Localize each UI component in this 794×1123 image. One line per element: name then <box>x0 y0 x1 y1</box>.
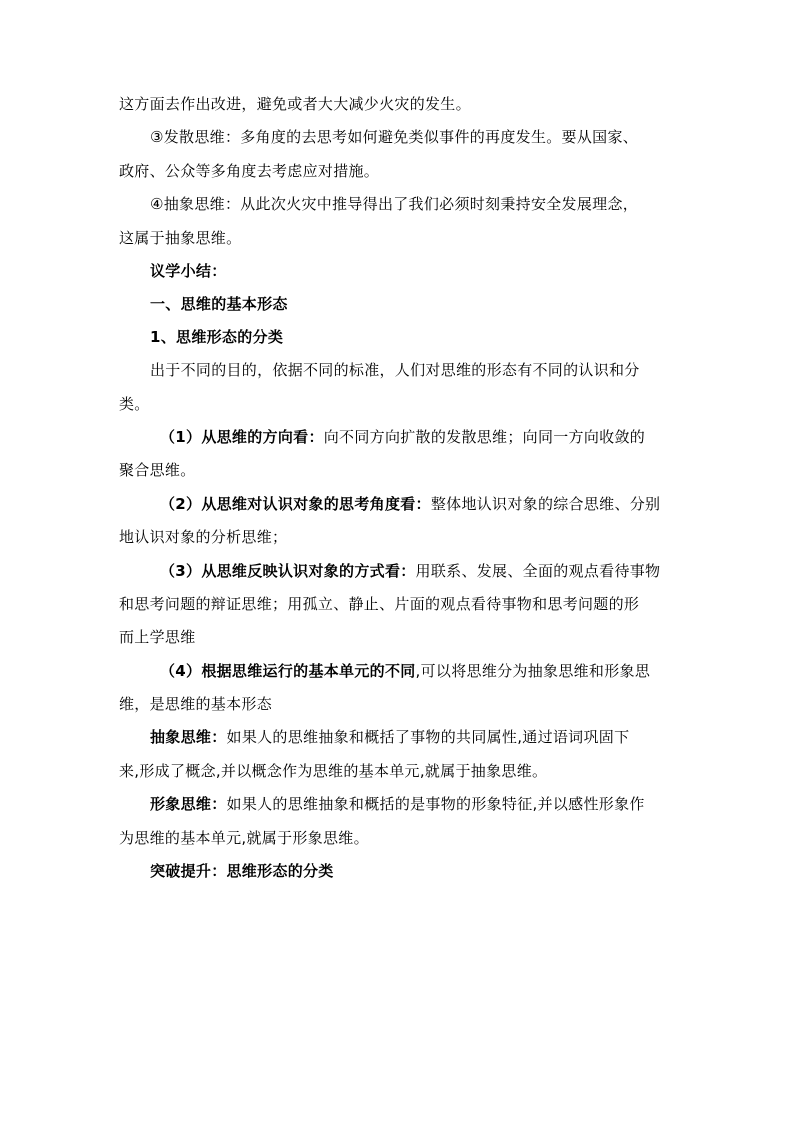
paragraph-continuation: 这方面去作出改进，避免或者大大减少火灾的发生。 <box>119 95 471 113</box>
item-1-line-1 <box>160 427 645 447</box>
item-1-line-2: 聚合思维。 <box>119 461 196 479</box>
subsection-heading: 1、思维形态的分类 <box>150 328 284 346</box>
section-heading: 一、思维的基本形态 <box>150 295 288 313</box>
item-4-text: ,可以将思维分为抽象思维和形象思 <box>415 662 651 680</box>
item-4-line-2: 维，是思维的基本形态 <box>119 695 273 713</box>
item-3-line-3: 而上学思维 <box>119 628 196 646</box>
abstract-thinking-example-line-2: 这属于抽象思维。 <box>119 229 242 247</box>
item-4-label: （4）根据思维运行的基本单元的不同 <box>160 662 416 680</box>
abstract-thinking-example-line-1: ④抽象思维：从此次火灾中推导得出了我们必须时刻秉持安全发展理念， <box>150 195 639 213</box>
image-definition-line-1 <box>150 794 645 814</box>
image-text: 如果人的思维抽象和概括的是事物的形象特征,并以感性形象作 <box>226 795 645 813</box>
abstract-definition-line-2: 来,形成了概念,并以概念作为思维的基本单元,就属于抽象思维。 <box>119 762 548 780</box>
item-3-line-1 <box>160 561 660 581</box>
item-2-line-1 <box>160 494 660 514</box>
image-label: 形象思维： <box>150 795 227 813</box>
item-2-label: （2）从思维对认识对象的思考角度看： <box>160 495 431 513</box>
summary-heading: 议学小结： <box>150 262 227 280</box>
item-1-label: （1）从思维的方向看： <box>160 428 324 446</box>
divergent-thinking-line-1: ③发散思维：多角度的去思考如何避免类似事件的再度发生。要从国家、 <box>150 128 639 146</box>
breakthrough-heading: 突破提升：思维形态的分类 <box>150 862 334 880</box>
item-4-line-1 <box>160 661 650 681</box>
item-3-line-2: 和思考问题的辩证思维；用孤立、静止、片面的观点看待事物和思考问题的形 <box>119 595 640 613</box>
abstract-text: 如果人的思维抽象和概括了事物的共同属性,通过语词巩固下 <box>226 728 630 746</box>
image-definition-line-2: 为思维的基本单元,就属于形象思维。 <box>119 829 369 847</box>
item-2-line-2: 地认识对象的分析思维； <box>119 528 288 546</box>
item-3-text: 用联系、发展、全面的观点看待事物 <box>415 562 661 580</box>
divergent-thinking-line-2: 政府、公众等多角度去考虑应对措施。 <box>119 162 380 180</box>
item-2-text: 整体地认识对象的综合思维、分别 <box>430 495 661 513</box>
intro-line-1: 出于不同的目的，依据不同的标准，人们对思维的形态有不同的认识和分 <box>150 361 640 379</box>
item-1-text: 向不同方向扩散的发散思维；向同一方向收敛的 <box>323 428 646 446</box>
intro-line-2: 类。 <box>119 395 150 413</box>
item-3-label: （3）从思维反映认识对象的方式看： <box>160 562 416 580</box>
abstract-label: 抽象思维： <box>150 728 227 746</box>
abstract-definition-line-1 <box>150 727 629 747</box>
